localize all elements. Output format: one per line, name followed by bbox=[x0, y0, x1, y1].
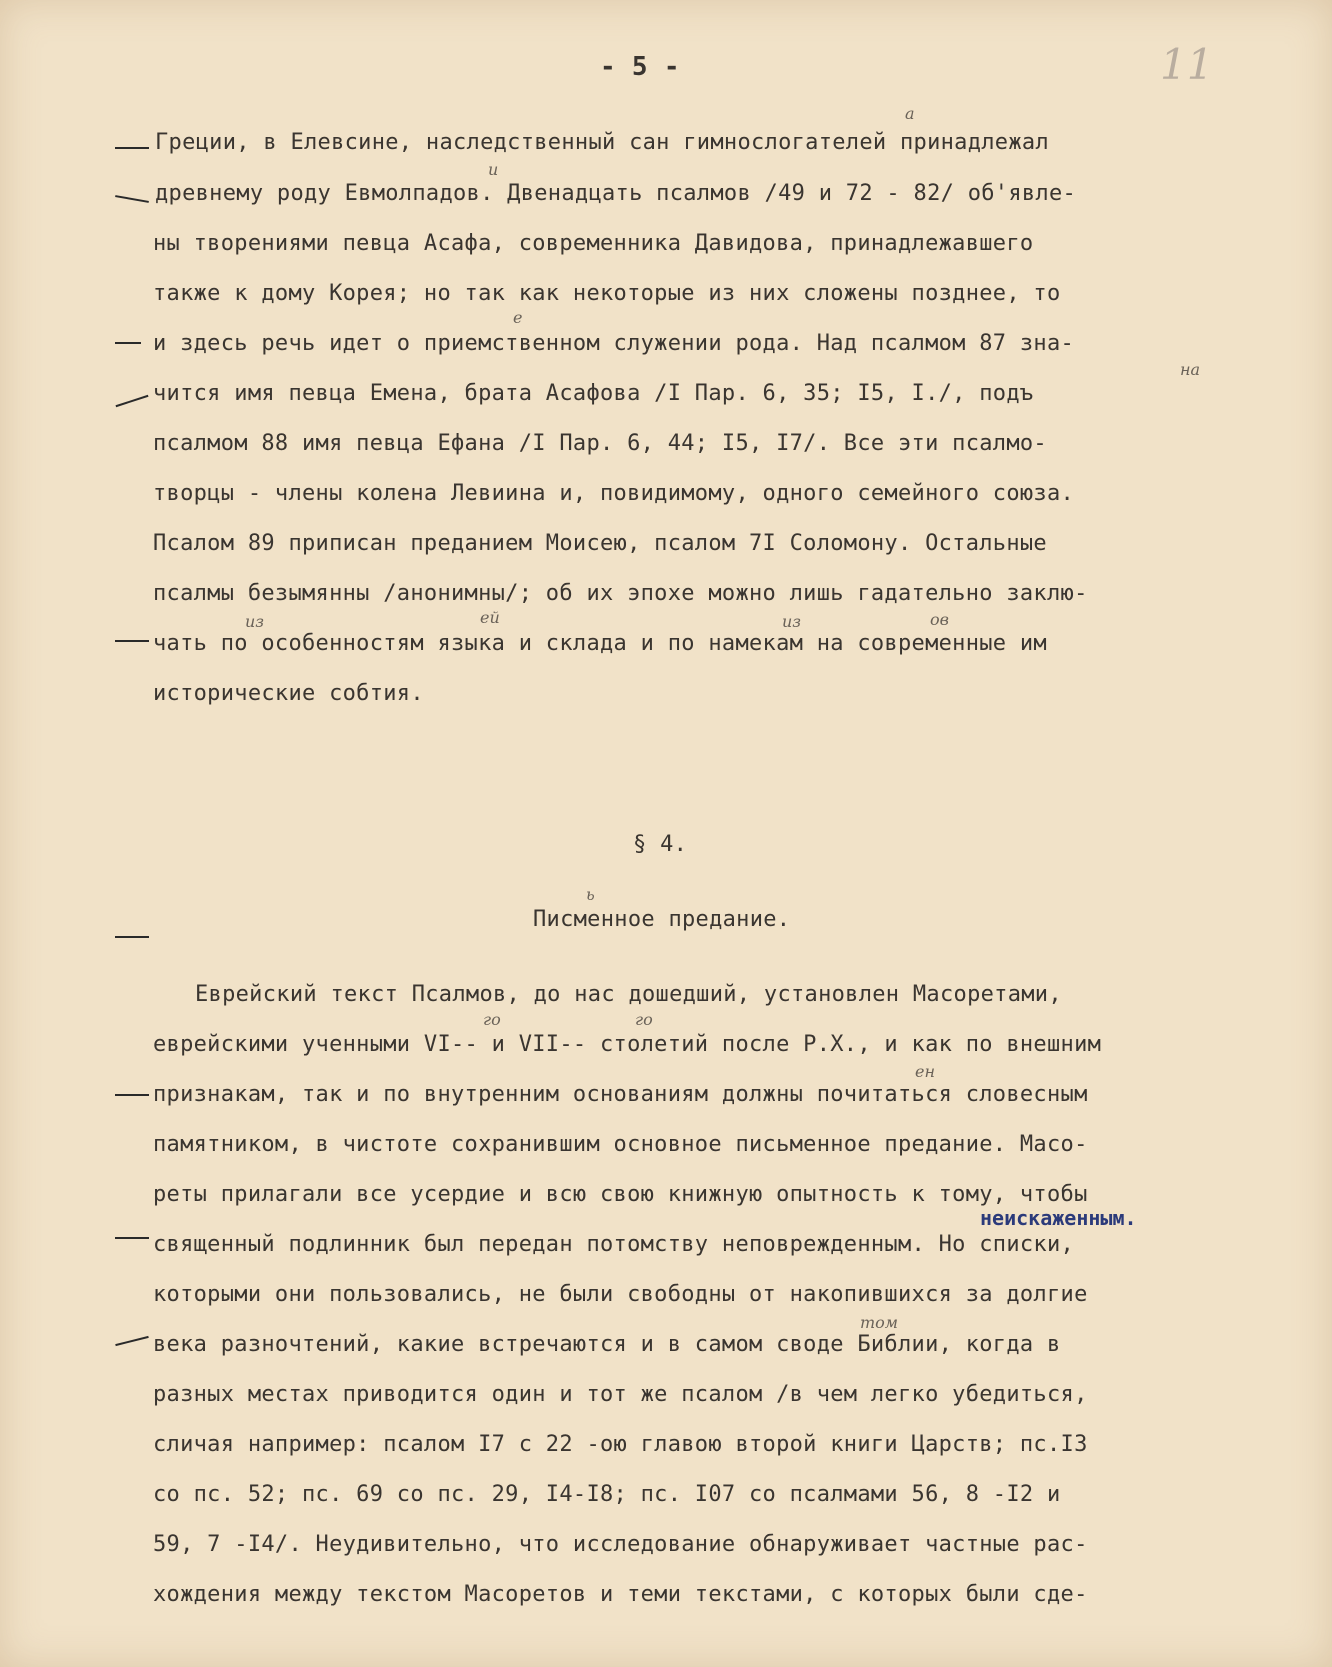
margin-mark bbox=[115, 342, 141, 344]
text-line: хождения между текстом Масоретов и теми текстами, с которых были сде- bbox=[153, 1582, 1088, 1607]
text-line: псалмом 88 имя певца Ефана /I Пар. 6, 44; I5, I7/. Все эти псалмо- bbox=[153, 431, 1047, 456]
text-line: 59, 7 -I4/. Неудивительно, что исследование обнаруживает частные рас- bbox=[153, 1532, 1088, 1557]
margin-mark bbox=[116, 395, 149, 407]
text-line: еврейскими ученными VI-- и VII-- столетий после Р.Х., и как по внешним bbox=[153, 1032, 1102, 1057]
pencil-correction: е bbox=[513, 308, 523, 327]
text-line: века разночтений, какие встречаются и в самом своде Библии, когда в bbox=[153, 1332, 1061, 1357]
margin-mark bbox=[115, 1336, 148, 1346]
margin-mark bbox=[115, 640, 149, 642]
pencil-correction: го bbox=[483, 1010, 501, 1029]
text-line: Еврейский текст Псалмов, до нас дошедший, установлен Масоретами, bbox=[195, 982, 1062, 1007]
text-line: исторические собтия. bbox=[153, 681, 424, 706]
pencil-correction: том bbox=[860, 1313, 899, 1332]
page-number: - 5 - bbox=[600, 52, 680, 82]
margin-mark bbox=[115, 147, 149, 149]
text-line: Псалом 89 приписан преданием Моисею, псалом 7I Соломону. Остальные bbox=[153, 531, 1047, 556]
text-line: сличая например: псалом I7 с 22 -ою главою второй книги Царств; пс.I3 bbox=[153, 1432, 1088, 1457]
pencil-correction: из bbox=[245, 612, 265, 631]
pencil-correction: из bbox=[782, 612, 802, 631]
pencil-correction: а bbox=[905, 104, 915, 123]
margin-mark bbox=[115, 1094, 149, 1096]
text-line: также к дому Корея; но так как некоторые из них сложены позднее, то bbox=[153, 281, 1061, 306]
text-line: Греции, в Елевсине, наследственный сан гимнослогателей принадлежал bbox=[155, 130, 1049, 155]
text-line: признакам, так и по внутренним основаниям должны почитаться словесным bbox=[153, 1082, 1088, 1107]
section-number: § 4. bbox=[633, 832, 688, 857]
text-line: чать по особенностям языка и склада и по намекам на современные им bbox=[153, 631, 1047, 656]
text-line: которыми они пользовались, не были свободны от накопившихся за долгие bbox=[153, 1282, 1088, 1307]
text-line: чится имя певца Емена, брата Асафова /I Пар. 6, 35; I5, I./, подъ bbox=[153, 381, 1034, 406]
text-line: творцы - члены колена Левиина и, повидимому, одного семейного союза. bbox=[153, 481, 1075, 506]
pencil-correction: го bbox=[635, 1010, 653, 1029]
archive-number: 11 bbox=[1160, 40, 1214, 89]
pencil-correction: ей bbox=[480, 608, 500, 627]
text-line: со пс. 52; пс. 69 со пс. 29, I4-I8; пс. I07 со псалмами 56, 8 -I2 и bbox=[153, 1482, 1061, 1507]
text-line: древнему роду Евмолпадов. Двенадцать псалмов /49 и 72 - 82/ об'явле- bbox=[155, 181, 1077, 206]
text-line: разных местах приводится один и тот же псалом /в чем легко убедиться, bbox=[153, 1382, 1088, 1407]
margin-mark bbox=[115, 1237, 149, 1239]
pencil-correction: ен bbox=[915, 1062, 936, 1081]
text-line: священный подлинник был передан потомству неповрежденным. Но списки, bbox=[153, 1232, 1075, 1257]
text-line: ны творениями певца Асафа, современника Давидова, принадлежавшего bbox=[153, 231, 1034, 256]
text-line: псалмы безымянны /анонимны/; об их эпохе можно лишь гадательно заклю- bbox=[153, 581, 1088, 606]
pencil-correction: ов bbox=[930, 610, 949, 629]
ink-correction: неискаженным. bbox=[980, 1206, 1137, 1230]
text-line: памятником, в чистоте сохранившим основное письменное предание. Масо- bbox=[153, 1132, 1088, 1157]
margin-mark bbox=[115, 195, 149, 203]
margin-mark bbox=[115, 936, 149, 938]
pencil-correction: на bbox=[1180, 360, 1201, 379]
pencil-correction: и bbox=[488, 160, 499, 179]
pencil-correction: ь bbox=[586, 885, 595, 904]
section-title: Писменное предание. bbox=[533, 907, 791, 932]
text-line: и здесь речь идет о приемственном служении рода. Над псалмом 87 зна- bbox=[153, 331, 1075, 356]
text-line: реты прилагали все усердие и всю свою книжную опытность к тому, чтобы bbox=[153, 1182, 1088, 1207]
